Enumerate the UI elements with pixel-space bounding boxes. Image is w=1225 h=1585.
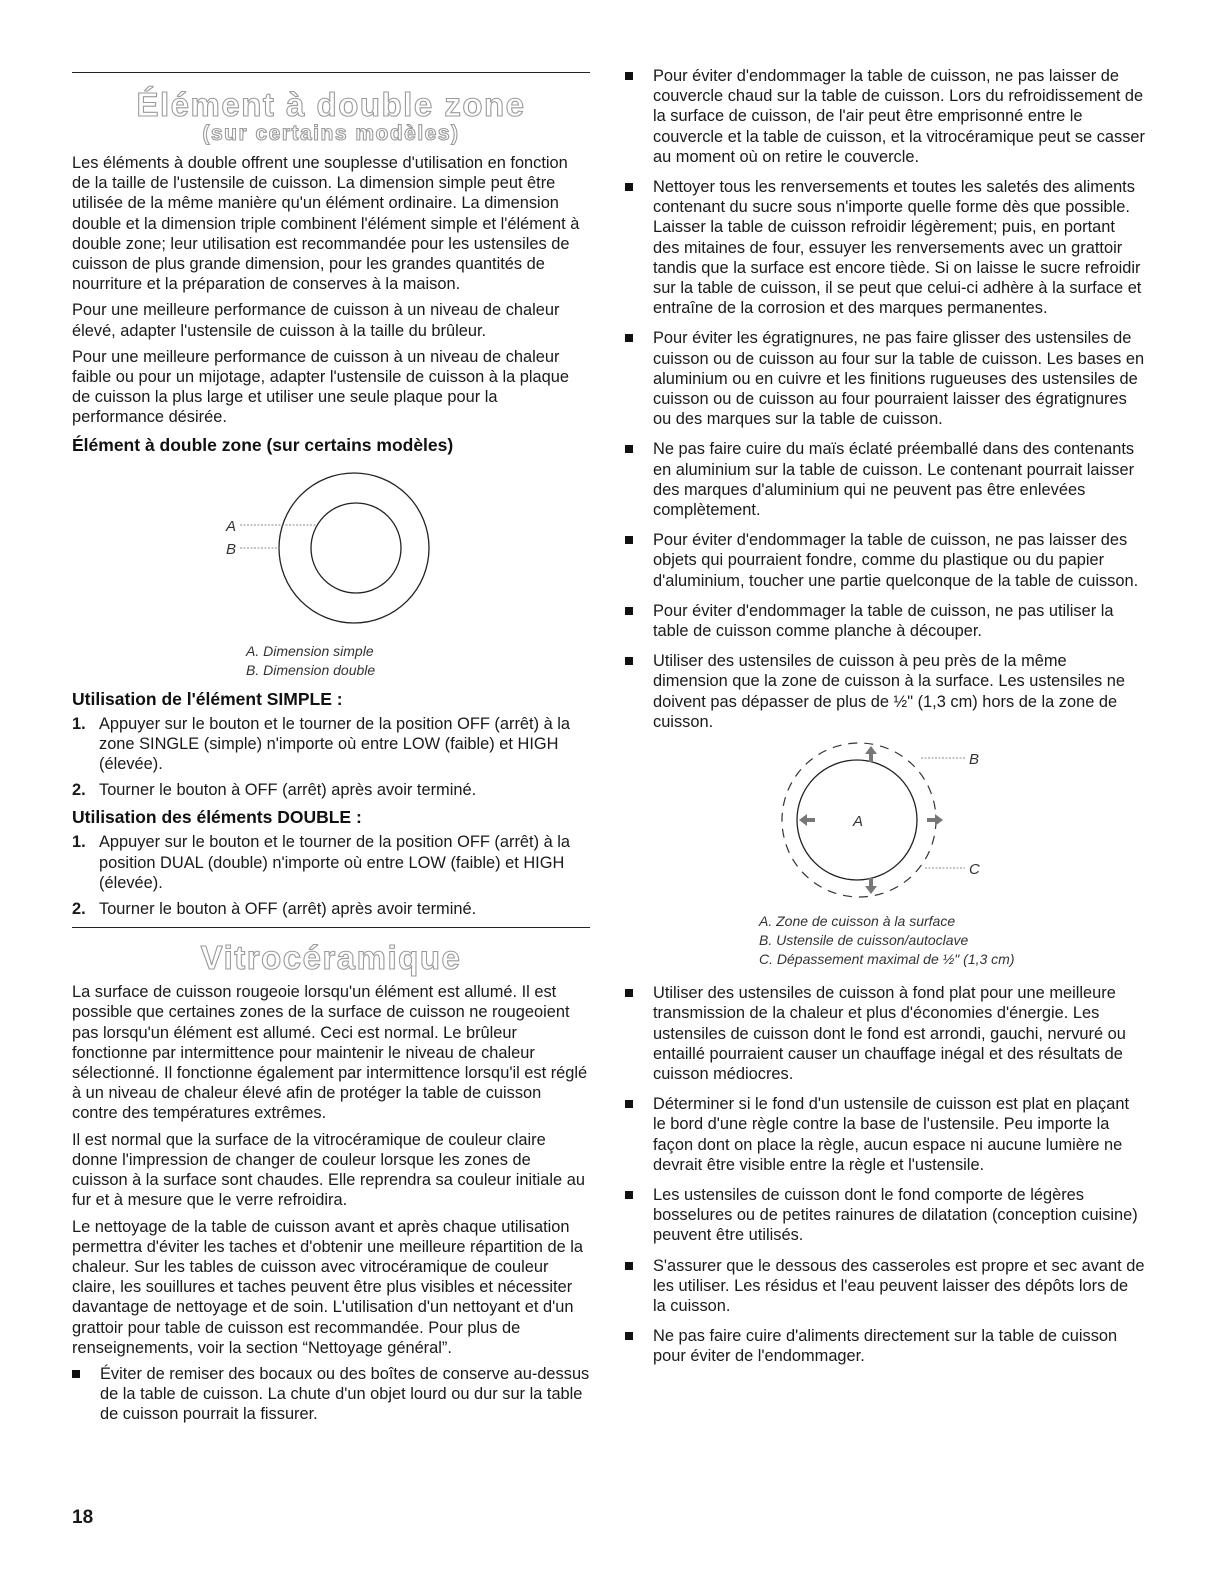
bullet-square-icon bbox=[625, 607, 633, 615]
bullet-square-icon bbox=[625, 72, 633, 80]
bullet-square-icon bbox=[625, 334, 633, 342]
arrow-right-icon bbox=[927, 814, 943, 826]
list-item: Pour éviter d'endommager la table de cuisson, ne pas laisser des objets qui pourraient fondre, comme du plastique ou du papier d'aluminium, toucher une partie quelconque de la table de cuisson. bbox=[625, 530, 1145, 591]
figure-caption-c: C. Dépassement maximal de ½" (1,3 cm) bbox=[759, 951, 1015, 968]
section-divider bbox=[72, 927, 590, 928]
diagram-label-a: A bbox=[853, 813, 864, 831]
figure-caption-a: A. Zone de cuisson à la surface bbox=[759, 913, 956, 930]
right-column bbox=[625, 0, 1145, 1377]
diagram-label-a: A bbox=[226, 517, 237, 535]
double-steps-list bbox=[72, 832, 590, 919]
section-subtitle: (sur certains modèles) bbox=[202, 122, 460, 145]
inner-zone-circle bbox=[311, 503, 401, 593]
arrow-up-icon bbox=[865, 746, 877, 762]
list-item: Nettoyer tous les renversements et toutes les saletés des aliments contenant du sucre sous n'importe quelle forme dès que possible. Laisser la table de cuisson refroidir légèrement; puis, en portant des mitaines de four, essuyer les renversements avec un grattoir tandis que la surface est encore tiède. Si on laisse le sucre refroidir sur la table de cuisson, il se peut que celui-ci adhère à la surface et entraîne de la corrosion et des marques permanentes. bbox=[625, 177, 1145, 318]
double-usage-heading: Utilisation des éléments DOUBLE : bbox=[72, 807, 362, 828]
paragraph: Le nettoyage de la table de cuisson avant et après chaque utilisation permettra d'éviter les taches et d'obtenir une meilleure répartition de la chaleur. Sur les tables de cuisson avec vitrocéramique de couleur claire, les souillures et taches peuvent être plus visibles et nécessiter davantage de nettoyage et de soin. L'utilisation d'un nettoyant et d'un grattoir pour table de cuisson est recommandée. Pour plus de renseignements, voir la section “Nettoyage général”. bbox=[72, 1217, 583, 1357]
diagram-label-b: B bbox=[226, 540, 237, 558]
bullet-square-icon bbox=[625, 536, 633, 544]
list-item: Utiliser des ustensiles de cuisson à fond plat pour une meilleure transmission de la chaleur et plus d'économies d'énergie. Les ustensiles de cuisson dont le fond est arrondi, gauchi, nervuré ou entaillé pourraient causer un chauffage inégal et des résultats de cuisson médiocres. bbox=[625, 983, 1145, 1084]
list-item: Ne pas faire cuire du maïs éclaté préemballé dans des contenants en aluminium sur la table de cuisson. Le contenant pourrait laisser des marques d'aluminium qui ne peuvent pas être enlevées complètement. bbox=[625, 439, 1145, 520]
simple-usage-heading: Utilisation de l'élément SIMPLE : bbox=[72, 688, 343, 709]
outer-zone-circle bbox=[279, 473, 429, 623]
bullet-square-icon bbox=[625, 989, 633, 997]
section-title-double-zone: Élément à double zone bbox=[136, 86, 526, 123]
bullet-square-icon bbox=[625, 1262, 633, 1270]
paragraph: Pour une meilleure performance de cuisson à un niveau de chaleur élevé, adapter l'ustensile de cuisson à la taille du brûleur. bbox=[72, 301, 560, 340]
bullet-square-icon bbox=[625, 183, 633, 191]
figure-caption-b: B. Ustensile de cuisson/autoclave bbox=[759, 932, 969, 949]
figure-caption-b: B. Dimension double bbox=[246, 661, 376, 678]
section-divider bbox=[72, 72, 590, 73]
bullet-square-icon bbox=[625, 1332, 633, 1340]
list-item: Pour éviter les égratignures, ne pas faire glisser des ustensiles de cuisson ou de cuisson au four sur la table de cuisson. Les bases en aluminium ou en cuivre et les finitions rugueuses des ustensiles de cuisson ou de cuisson au four pourraient laisser des égratignures ou des marques sur la table de cuisson. bbox=[625, 328, 1145, 429]
bullet-list bbox=[72, 1364, 590, 1425]
list-item: Pour éviter d'endommager la table de cuisson, ne pas utiliser la table de cuisson comme planche à découper. bbox=[625, 601, 1145, 641]
bullet-square-icon bbox=[625, 445, 633, 453]
dual-zone-element-diagram bbox=[72, 460, 590, 650]
diagram-label-c: C bbox=[969, 861, 980, 879]
list-item: 2. Tourner le bouton à OFF (arrêt) après avoir terminé. bbox=[72, 781, 477, 800]
figure-captions bbox=[759, 912, 1145, 969]
bullet-square-icon bbox=[625, 1191, 633, 1199]
diagram-label-b: B bbox=[969, 751, 980, 769]
list-item: Utiliser des ustensiles de cuisson à peu près de la même dimension que la zone de cuisson à la surface. Les ustensiles ne doivent pas dépasser de plus de ½" (1,3 cm) hors de la zone de cuisson. bbox=[625, 651, 1145, 732]
list-item: Les ustensiles de cuisson dont le fond comporte de légères bosselures ou de petites rainures de dilatation (conception cuisine) peuvent être utilisés. bbox=[625, 1185, 1145, 1246]
bullet-list-top bbox=[625, 66, 1145, 732]
figure-heading: Élément à double zone (sur certains modèles) bbox=[72, 434, 454, 455]
paragraph: Pour une meilleure performance de cuisson à un niveau de chaleur faible ou pour un mijotage, adapter l'ustensile de cuisson à la plaque de cuisson la plus large et utiliser une seule plaque pour la performance désirée. bbox=[72, 347, 570, 427]
paragraph: Il est normal que la surface de la vitrocéramique de couleur claire donne l'impression de changer de couleur lorsque les zones de cuisson à la surface sont chaudes. Elle reprendra sa couleur initiale au fur et à mesure que le verre refroidira. bbox=[72, 1130, 585, 1210]
figure-caption-a: A. Dimension simple bbox=[246, 642, 374, 659]
list-item: 1. Appuyer sur le bouton et le tourner de la position OFF (arrêt) à la zone SINGLE (simple) n'importe où entre LOW (faible) et HIGH (élevée). bbox=[72, 714, 571, 774]
bullet-square-icon bbox=[625, 1100, 633, 1108]
bullet-square-icon bbox=[72, 1370, 80, 1378]
list-item: Ne pas faire cuire d'aliments directement sur la table de cuisson pour éviter de l'endommager. bbox=[625, 1326, 1145, 1366]
arrow-down-icon bbox=[865, 878, 877, 894]
list-item: Déterminer si le fond d'un ustensile de cuisson est plat en plaçant le bord d'une règle contre la base de l'ustensile. Peu importe la façon dont on place la règle, aucun espace ni aucune lumière ne devrait être visible entre la règle et l'ustensile. bbox=[625, 1094, 1145, 1175]
page-number: 18 bbox=[72, 1507, 94, 1528]
list-item: Éviter de remiser des bocaux ou des boîtes de conserve au-dessus de la table de cuisson. La chute d'un objet lourd ou dur sur la table de cuisson pourrait la fissurer. bbox=[72, 1364, 590, 1425]
bullet-list-bottom bbox=[625, 983, 1145, 1366]
paragraph: Les éléments à double offrent une souplesse d'utilisation en fonction de la taille de l'ustensile de cuisson. La dimension simple peut être utilisée de la même manière qu'un élément ordinaire. La dimension double et la dimension triple combinent l'élément simple et l'élément à double zone; leur utilisation est recommandée pour les ustensiles de cuisson de plus grande dimension, pour les grandes quantités de nourriture et la préparation de conserves à la maison. bbox=[72, 154, 580, 294]
left-column bbox=[72, 0, 590, 1435]
simple-steps-list bbox=[72, 714, 590, 801]
bullet-square-icon bbox=[625, 657, 633, 665]
list-item: 1. Appuyer sur le bouton et le tourner de la position OFF (arrêt) à la position DUAL (double) n'importe où entre LOW (faible) et HIGH (élevée). bbox=[72, 833, 571, 892]
cookware-size-diagram bbox=[625, 738, 1145, 918]
arrow-left-icon bbox=[799, 814, 815, 826]
list-item: S'assurer que le dessous des casseroles est propre et sec avant de les utiliser. Les résidus et l'eau peuvent laisser des dépôts lors de la cuisson. bbox=[625, 1256, 1145, 1317]
paragraph: La surface de cuisson rougeoie lorsqu'un élément est allumé. Il est possible que certaines zones de la surface de cuisson ne rougeoient pas lorsqu'un élément est allumé. Ceci est normal. Le brûleur fonctionne par intermittence pour maintenir le niveau de chaleur sélectionné. Il fonctionne également par intermittence lorsqu'il est réglé à un niveau de chaleur élevé afin de protéger la table de cuisson contre des températures extrêmes. bbox=[72, 983, 588, 1123]
list-item: 2. Tourner le bouton à OFF (arrêt) après avoir terminé. bbox=[72, 900, 477, 919]
section-title-vitroceramique: Vitrocéramique bbox=[200, 939, 462, 977]
list-item: Pour éviter d'endommager la table de cuisson, ne pas laisser de couvercle chaud sur la table de cuisson. Lors du refroidissement de la surface de cuisson, de l'air peut être emprisonné entre le couvercle et la table de cuisson, et la vitrocéramique peut se casser au moment où on retire le couvercle. bbox=[625, 66, 1145, 167]
